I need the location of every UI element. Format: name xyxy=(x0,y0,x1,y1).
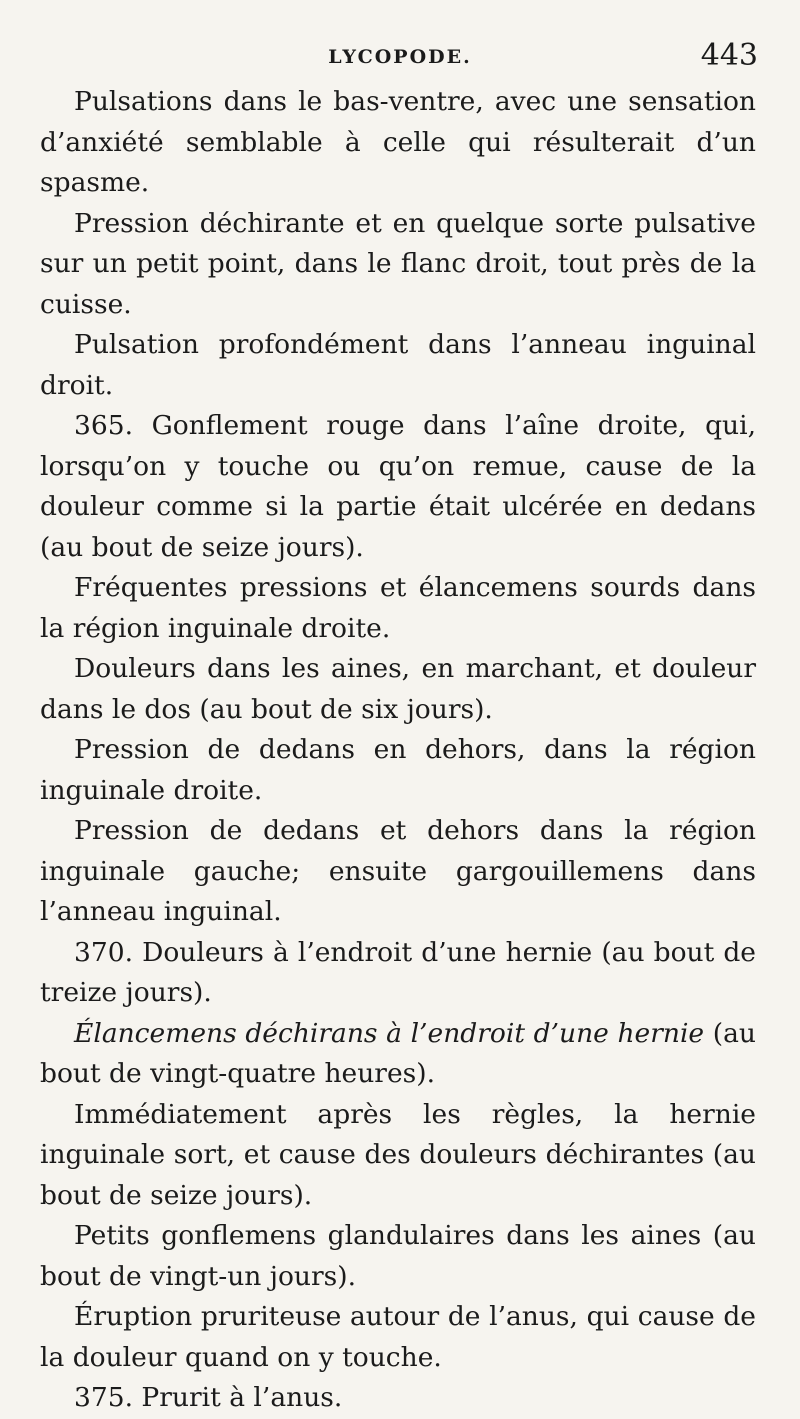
paragraph xyxy=(40,1014,756,1095)
paragraph: 370. Douleurs à l’endroit d’une hernie (au bout de treize jours). xyxy=(40,936,756,1008)
paragraph: Petits gonflemens glandulaires dans les aines (au bout de vingt-un jours). xyxy=(40,1220,756,1292)
italic-phrase: Élancemens déchirans à l’endroit d’une hernie xyxy=(74,1017,705,1049)
paragraph: Pression de dedans et dehors dans la région inguinale gauche; ensuite gargouillemens dans l’anneau inguinal. xyxy=(40,815,756,927)
paragraph: 375. Prurit à l’anus. xyxy=(74,1382,343,1413)
paragraph: Immédiatement après les règles, la hernie inguinale sort, et cause des douleurs déchirantes (au bout de seize jours). xyxy=(40,1098,756,1211)
paragraph: Éruption pruriteuse autour de l’anus, qui cause de la douleur quand on y touche. xyxy=(40,1301,756,1373)
body-text xyxy=(40,82,756,1419)
paragraph-text: (au bout de vingt-quatre heures). xyxy=(40,1017,756,1089)
paragraph: Pulsations dans le bas-ventre, avec une sensation d’anxiété semblable à celle qui résulterait d’un spasme. xyxy=(40,86,756,198)
paragraph: Pulsation profondément dans l’anneau inguinal droit. xyxy=(40,329,756,401)
running-title: LYCOPODE. xyxy=(328,46,472,68)
page-number: 443 xyxy=(700,38,758,73)
paragraph: Pression déchirante et en quelque sorte pulsative sur un petit point, dans le flanc droit, tout près de la cuisse. xyxy=(40,207,756,320)
paragraph: Pression de dedans en dehors, dans la région inguinale droite. xyxy=(40,734,756,806)
paragraph: Douleurs dans les aines, en marchant, et douleur dans le dos (au bout de six jours). xyxy=(40,653,756,725)
paragraph: Fréquentes pressions et élancemens sourds dans la région inguinale droite. xyxy=(40,572,756,644)
paragraph: 365. Gonflement rouge dans l’aîne droite, qui, lorsqu’on y touche ou qu’on remue, cause de la douleur comme si la partie était ulcérée en dedans (au bout de seize jours). xyxy=(40,410,756,563)
page-header xyxy=(40,38,760,78)
